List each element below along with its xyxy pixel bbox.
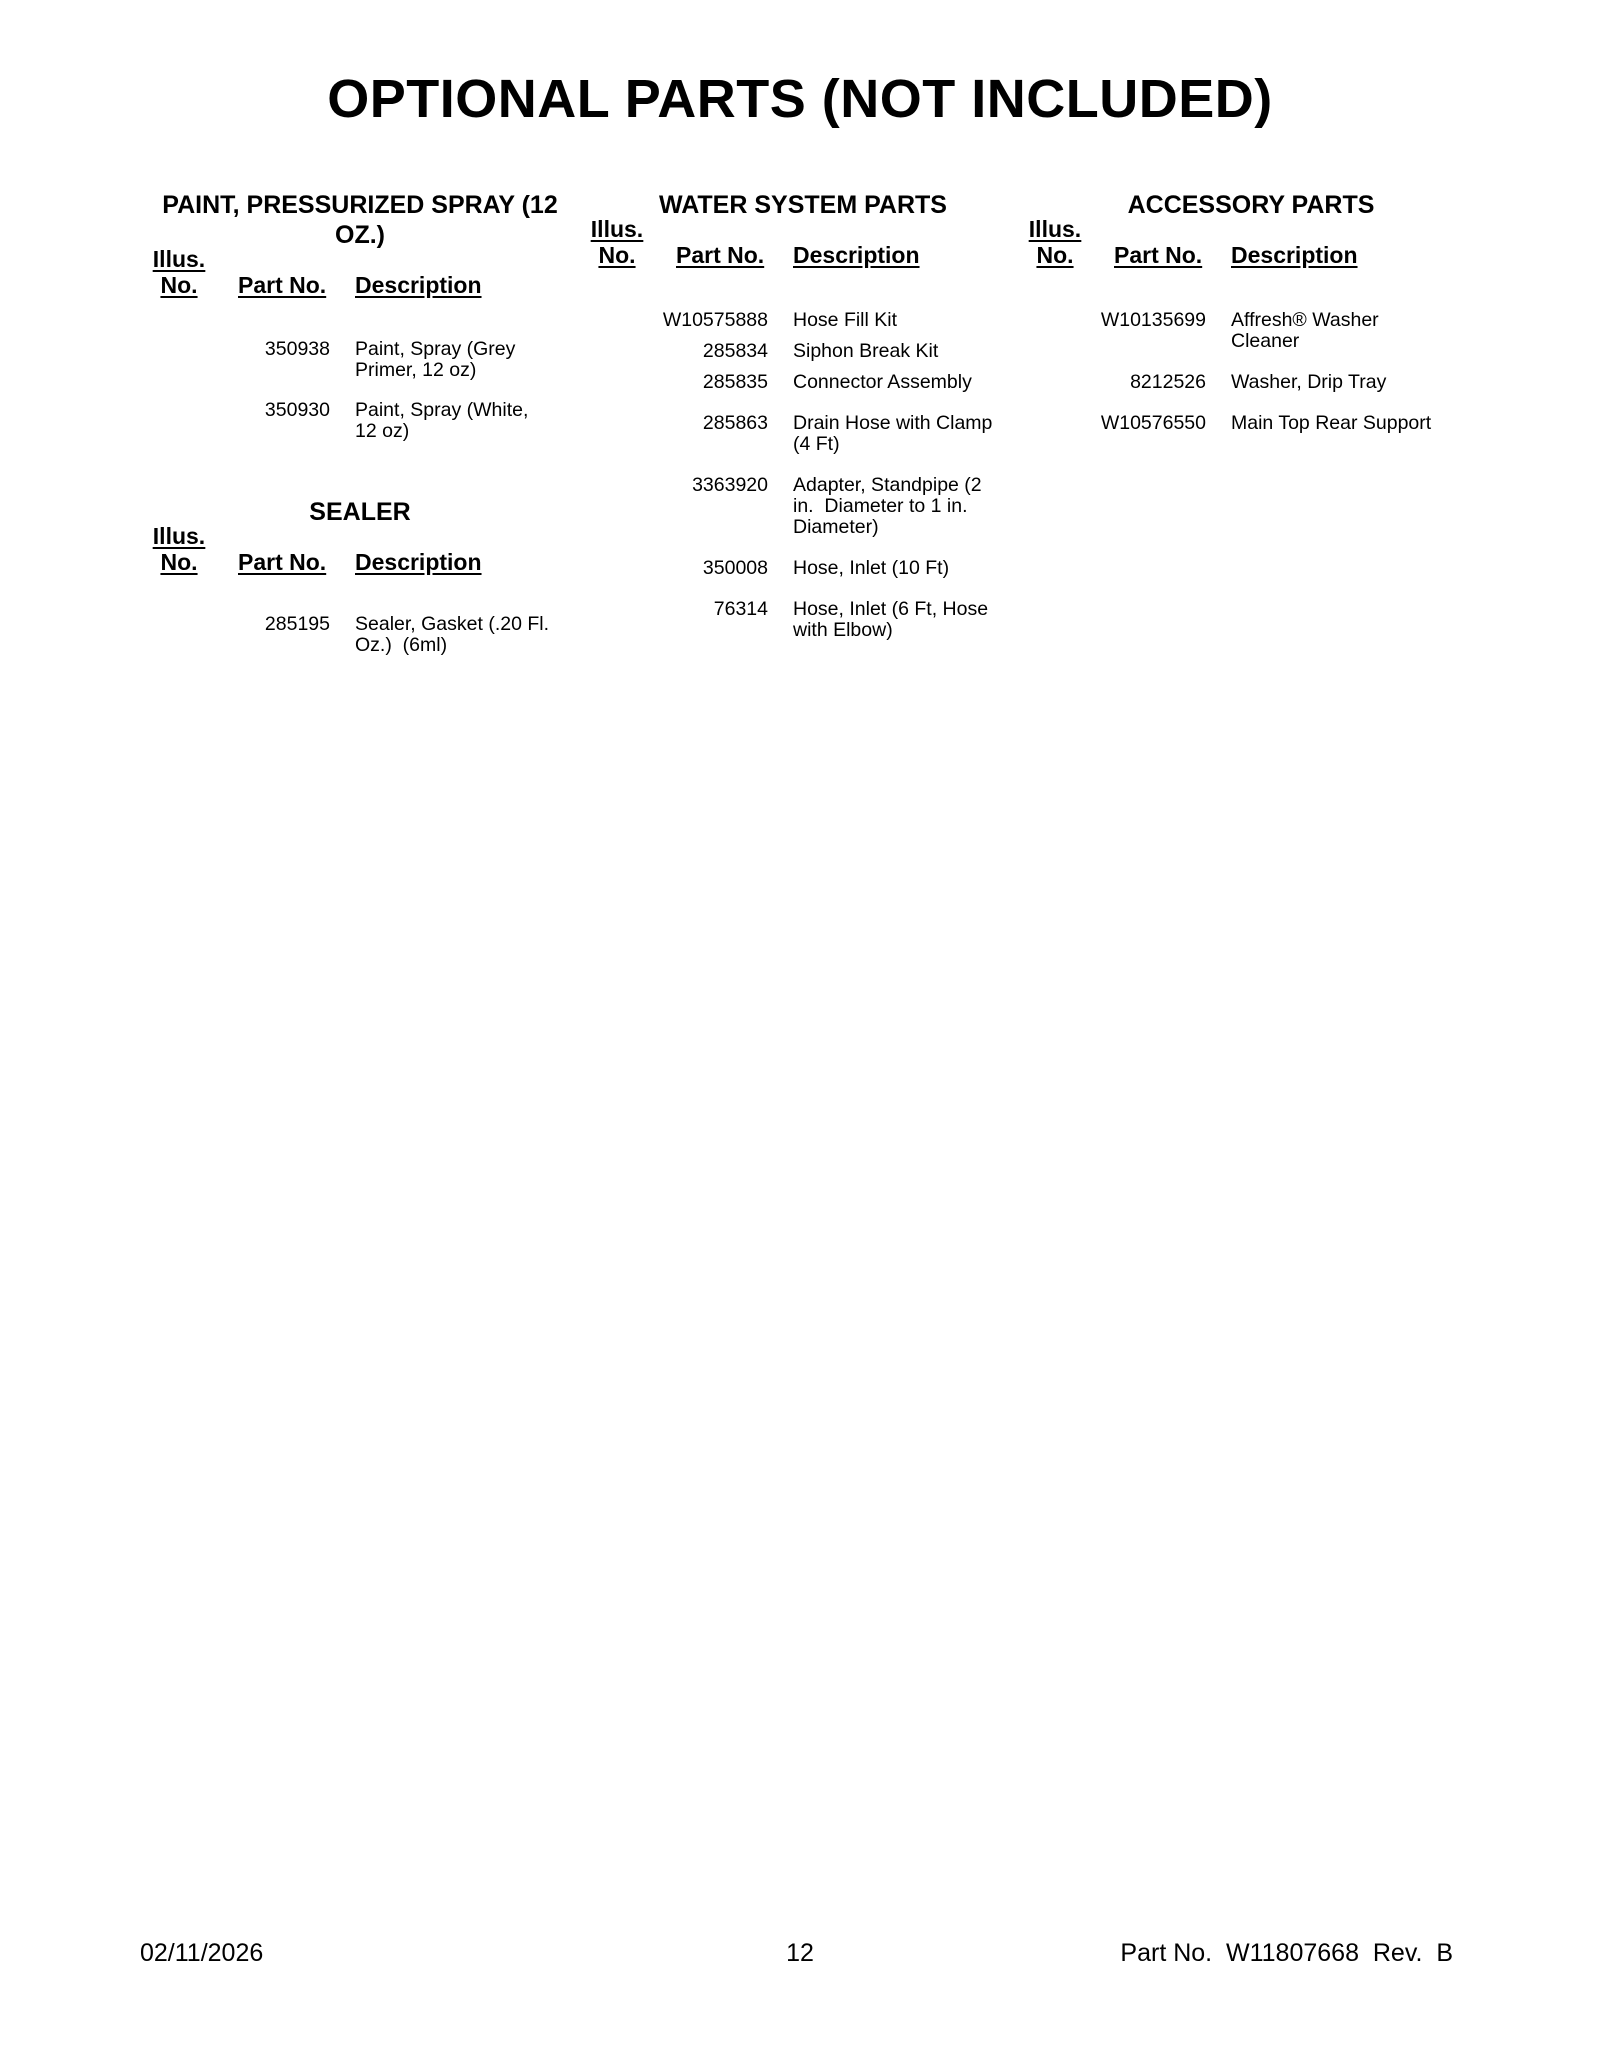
description-header: Description <box>793 242 920 268</box>
part-description <box>355 614 580 656</box>
paint-section <box>150 190 570 461</box>
part-row <box>588 413 1018 455</box>
description-line: Paint, Spray (White, <box>355 399 529 421</box>
part-description <box>793 310 1018 331</box>
paint-table-header <box>150 246 570 302</box>
description-line: in. Diameter to 1 in. <box>793 495 968 517</box>
description-header: Description <box>355 549 482 575</box>
part-description <box>1231 372 1456 393</box>
page-title: OPTIONAL PARTS (NOT INCLUDED) <box>327 69 1273 129</box>
description-line: Hose, Inlet (6 Ft, Hose <box>793 598 989 620</box>
description-line: Cleaner <box>1231 330 1300 352</box>
paint-rows <box>150 339 570 442</box>
paint-section-title: PAINT, PRESSURIZED SPRAY (12 OZ.) <box>162 191 558 249</box>
part-no-header: Part No. <box>1114 242 1203 268</box>
part-number: 3363920 <box>692 474 768 496</box>
description-line: Paint, Spray (Grey <box>355 338 516 360</box>
part-number: 285863 <box>702 412 768 434</box>
part-number: W10576550 <box>1100 412 1206 434</box>
part-number: 350008 <box>702 557 768 579</box>
sealer-section-title: SEALER <box>309 498 411 526</box>
sealer-section <box>150 497 570 675</box>
description-line: Diameter) <box>793 516 879 538</box>
part-row <box>1026 413 1476 434</box>
part-number: 285835 <box>702 371 768 393</box>
part-description <box>793 475 1018 538</box>
accessory-rows <box>1026 310 1476 434</box>
description-line: with Elbow) <box>793 619 893 641</box>
water-table-header <box>588 216 1018 272</box>
water-section <box>588 190 1018 641</box>
description-line: Sealer, Gasket (.20 Fl. <box>355 613 550 635</box>
part-row <box>588 372 1018 393</box>
part-number: 76314 <box>713 598 768 620</box>
part-row <box>588 599 1018 641</box>
part-number: 350930 <box>264 399 330 421</box>
description-line: Siphon Break Kit <box>793 340 939 362</box>
part-no-header: Part No. <box>238 549 327 575</box>
illus-no-header: Illus. No. <box>152 523 206 575</box>
sealer-table-header <box>150 523 570 579</box>
description-line: Adapter, Standpipe (2 <box>793 474 982 496</box>
part-row <box>1026 372 1476 393</box>
illus-no-header: Illus. No. <box>1028 216 1082 268</box>
footer-date: 02/11/2026 <box>140 1939 264 1967</box>
water-section-title: WATER SYSTEM PARTS <box>659 191 947 219</box>
part-no-header: Part No. <box>676 242 765 268</box>
part-number: W10575888 <box>662 309 768 331</box>
accessory-table-header <box>1026 216 1476 272</box>
description-line: Washer, Drip Tray <box>1231 371 1387 393</box>
footer-part-reference: Part No. W11807668 Rev. B <box>1120 1939 1453 1967</box>
part-number: 285834 <box>702 340 768 362</box>
part-row <box>150 614 570 656</box>
part-number: 8212526 <box>1130 371 1206 393</box>
part-row <box>588 341 1018 362</box>
illus-no-header: Illus. No. <box>590 216 644 268</box>
description-line: Hose Fill Kit <box>793 309 898 331</box>
part-description <box>355 400 580 442</box>
part-description <box>355 339 580 381</box>
part-row <box>150 400 570 442</box>
part-description <box>793 599 1018 641</box>
part-description <box>793 558 1018 579</box>
description-header: Description <box>1231 242 1358 268</box>
description-line: 12 oz) <box>355 420 410 442</box>
part-row <box>150 339 570 381</box>
part-no-header: Part No. <box>238 272 327 298</box>
description-line: Hose, Inlet (10 Ft) <box>793 557 950 579</box>
description-line: (4 Ft) <box>793 433 840 455</box>
part-description <box>1231 413 1456 434</box>
sealer-rows <box>150 614 570 656</box>
description-line: Main Top Rear Support <box>1231 412 1432 434</box>
part-number: 285195 <box>264 613 330 635</box>
part-description <box>1231 310 1456 352</box>
description-line: Drain Hose with Clamp <box>793 412 993 434</box>
part-number: 350938 <box>264 338 330 360</box>
part-number: W10135699 <box>1100 309 1206 331</box>
part-row <box>588 475 1018 538</box>
part-row <box>588 310 1018 331</box>
part-description <box>793 413 1018 455</box>
water-rows <box>588 310 1018 641</box>
part-description <box>793 372 1018 393</box>
description-line: Primer, 12 oz) <box>355 359 477 381</box>
description-line: Connector Assembly <box>793 371 972 393</box>
footer-page-number: 12 <box>786 1939 814 1967</box>
description-line: Oz.) (6ml) <box>355 634 448 656</box>
part-row <box>1026 310 1476 352</box>
part-description <box>793 341 1018 362</box>
illus-no-header: Illus. No. <box>152 246 206 298</box>
accessory-section-title: ACCESSORY PARTS <box>1127 191 1375 219</box>
description-header: Description <box>355 272 482 298</box>
description-line: Affresh® Washer <box>1231 309 1379 331</box>
part-row <box>588 558 1018 579</box>
accessory-section <box>1026 190 1476 434</box>
